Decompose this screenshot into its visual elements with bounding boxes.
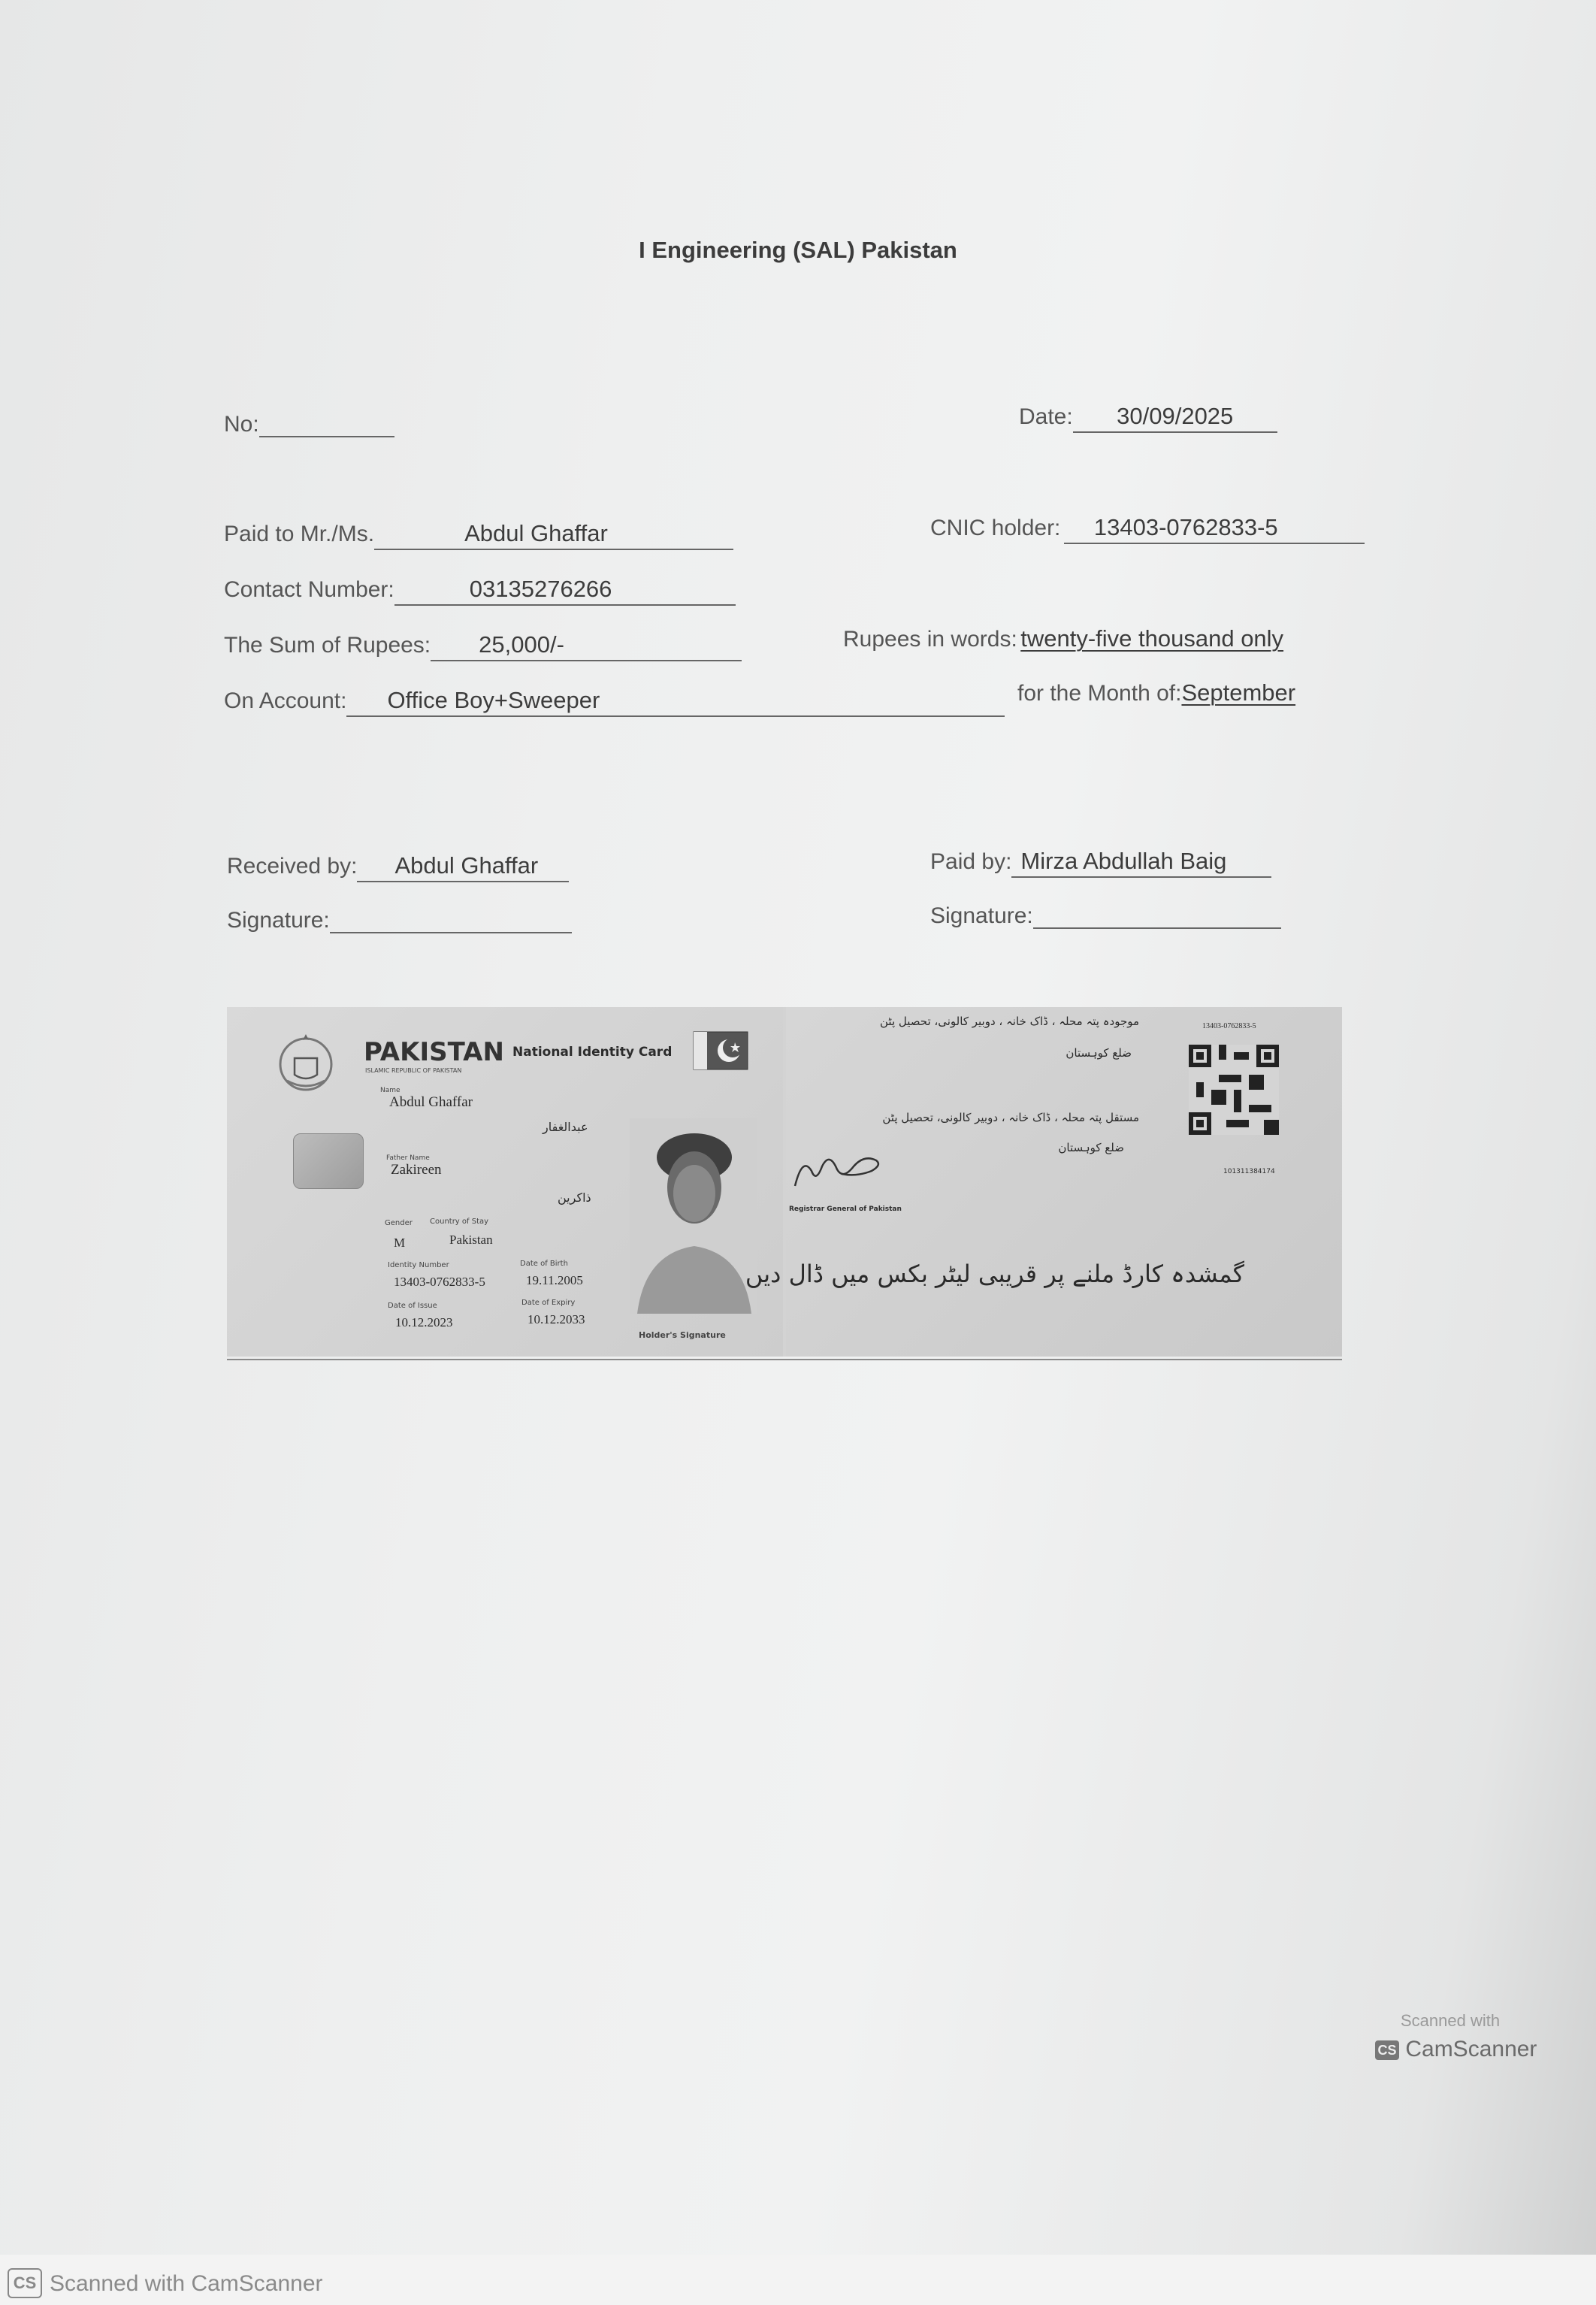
dob-value: 19.11.2005 [526,1273,583,1287]
sum-row [224,631,742,661]
signature-right-row [930,903,1281,929]
back-id-number: 13403-0762833-5 [1202,1022,1256,1030]
receipt-no-blank [259,413,394,437]
dob-label: Date of Birth [520,1260,568,1268]
father-urdu: ذاکرین [558,1190,591,1205]
signature-left-blank [330,909,572,933]
issue-value: 10.12.2023 [395,1315,453,1329]
paid-to-label: Paid to Mr./Ms. [224,522,375,546]
date-label: Date: [1019,404,1073,429]
company-title: I Engineering (SAL) Pakistan [639,237,957,263]
expiry-value: 10.12.2033 [527,1312,585,1326]
id-card-scan [227,1007,1342,1357]
receipt-no-label: No: [224,412,259,437]
cnic-label: CNIC holder: [930,516,1061,540]
state-emblem-icon [272,1028,340,1096]
paid-to-value: Abdul Ghaffar [374,520,733,550]
account-label: On Account: [224,688,347,713]
month-label: for the Month of: [1017,681,1182,706]
month-row [1017,679,1295,706]
contact-label: Contact Number: [224,577,394,602]
received-by-row [227,852,569,882]
id-card-front [227,1007,783,1357]
contact-value: 03135276266 [394,576,736,606]
gender-value: M [394,1236,406,1250]
watermark-brand: CamScanner [1405,2037,1537,2061]
back-address-2: مستقل پتہ محلہ ، ڈاک خانہ ، دوبیر کالونی، تحصیل پٹن [882,1111,1139,1124]
id-number-label: Identity Number [388,1261,449,1269]
card-bottom-line [227,1359,1342,1360]
date-row [1019,403,1277,433]
holder-photo [630,1118,757,1314]
signature-right-label: Signature: [930,903,1033,928]
back-address-1: موجودہ پتہ محلہ ، ڈاک خانہ ، دوبیر کالونی، تحصیل پٹن [880,1015,1139,1028]
gender-label: Gender [385,1219,413,1227]
registrar-label: Registrar General of Pakistan [789,1205,902,1213]
receipt-no-row [224,412,394,437]
country-stay-label: Country of Stay [430,1218,489,1226]
words-row [843,625,1283,652]
footer-cs-icon: CS [8,2268,42,2298]
scan-footer [0,2255,1596,2305]
father-label: Father Name [386,1154,430,1162]
words-label: Rupees in words: [843,627,1017,652]
watermark-brand-row [1375,2037,1537,2062]
father-value: Zakireen [391,1162,442,1178]
footer-text: Scanned with CamScanner [50,2271,323,2296]
received-by-label: Received by: [227,854,358,879]
paid-to-row [224,520,733,550]
paid-by-row [930,848,1271,878]
issue-label: Date of Issue [388,1302,437,1310]
paid-by-label: Paid by: [930,849,1012,874]
cnic-row [930,514,1365,544]
camscanner-logo-icon: CS [1375,2040,1399,2060]
id-number-value: 13403-0762833-5 [394,1275,485,1289]
qr-code-icon [1189,1045,1279,1135]
month-value: September [1181,679,1296,706]
watermark-scanned-with: Scanned with [1401,2011,1501,2030]
cnic-value: 13403-0762833-5 [1064,514,1365,544]
signature-left-row [227,908,572,933]
sum-value: 25,000/- [431,631,742,661]
lost-card-notice: گمشدہ کارڈ ملنے پر قریبی لیٹر بکس میں ڈال دیں [745,1260,1244,1288]
signature-right-blank [1033,905,1281,929]
expiry-label: Date of Expiry [521,1299,576,1307]
received-by-value: Abdul Ghaffar [357,852,569,882]
paid-by-value: Mirza Abdullah Baig [1011,848,1271,878]
date-value: 30/09/2025 [1073,403,1277,433]
sum-label: The Sum of Rupees: [224,633,431,658]
card-type: National Identity Card [512,1045,673,1060]
words-value: twenty-five thousand only [1020,625,1284,652]
contact-row [224,576,736,606]
id-card-back [745,1007,1342,1357]
card-republic: ISLAMIC REPUBLIC OF PAKISTAN [365,1067,462,1074]
signature-left-label: Signature: [227,908,330,933]
account-value: Office Boy+Sweeper [346,687,1005,717]
name-label: Name [380,1087,401,1094]
back-district-2: ضلع کوہستان [1058,1141,1124,1154]
holder-signature-label: Holder's Signature [639,1330,726,1340]
card-serial: 101311384174 [1223,1168,1275,1175]
card-country: PAKISTAN [364,1037,504,1067]
country-stay-value: Pakistan [449,1233,493,1247]
registrar-signature [790,1150,888,1195]
card-chip [293,1133,364,1189]
pakistan-flag-icon [693,1031,748,1070]
back-district-1: ضلع کوہستان [1066,1046,1132,1060]
name-urdu: عبدالغفار [543,1120,588,1134]
account-row [224,687,1005,717]
name-value: Abdul Ghaffar [389,1094,473,1110]
